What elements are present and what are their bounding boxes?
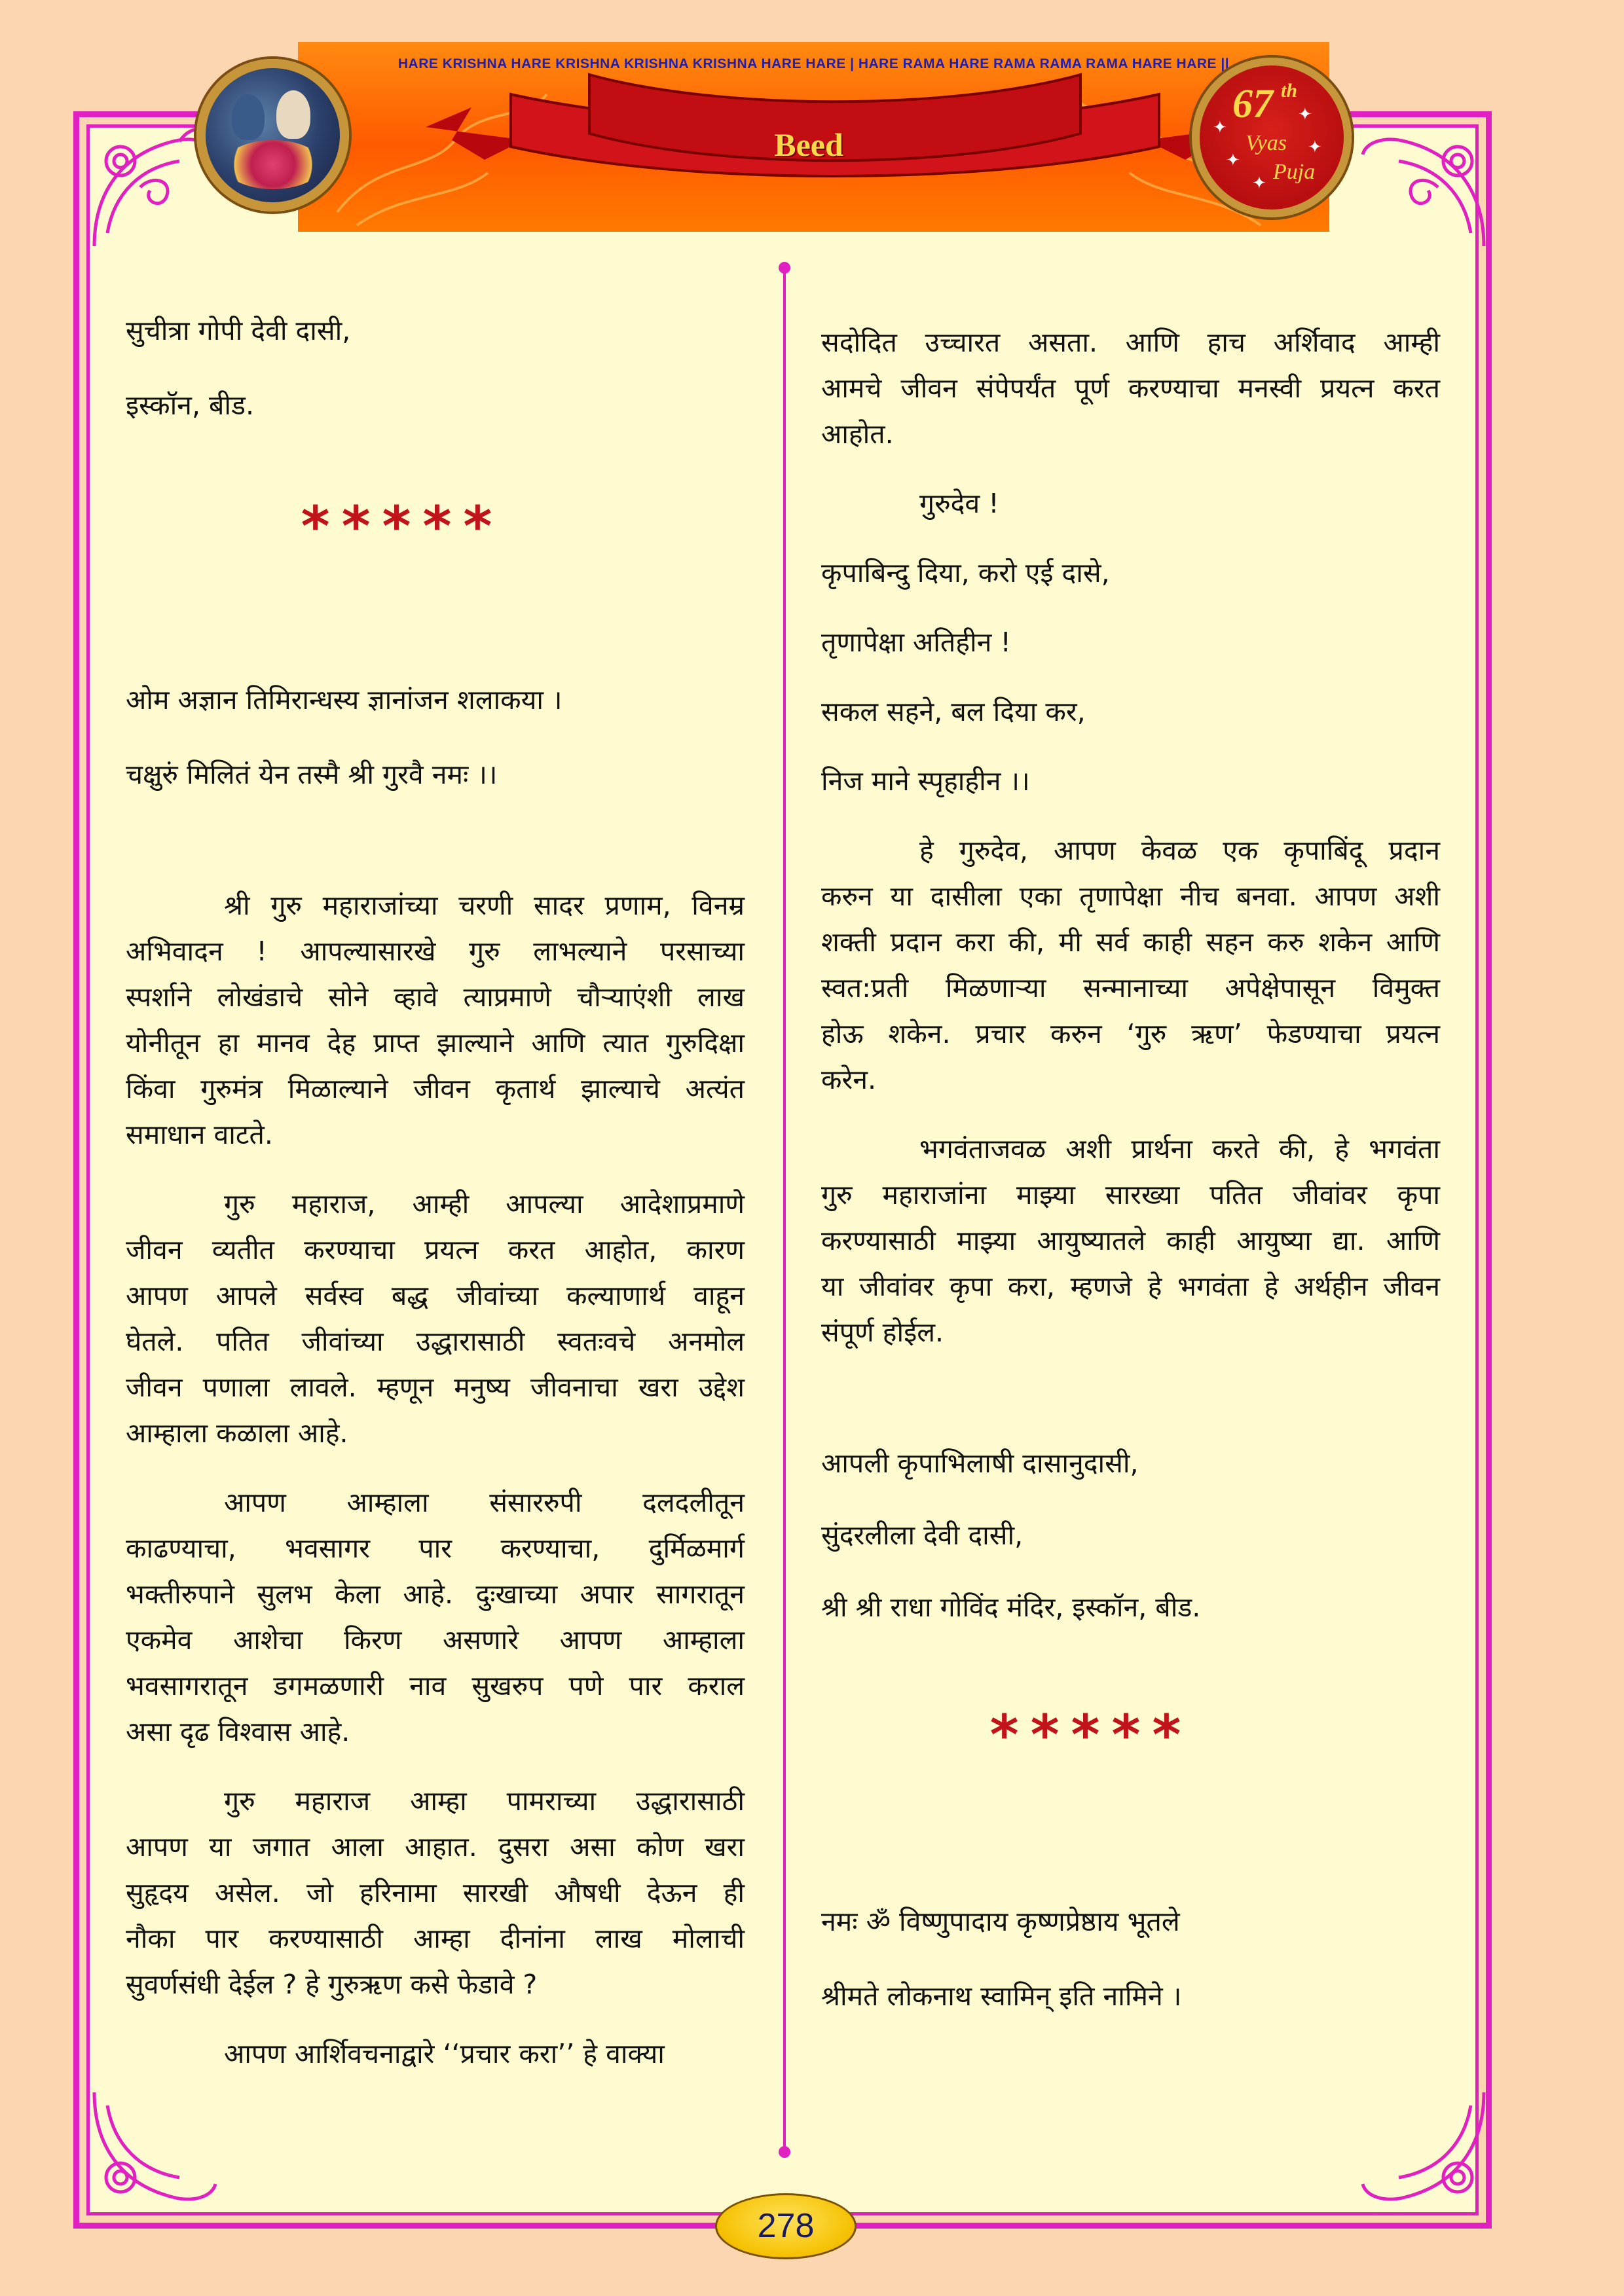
star-separator: ***** <box>301 494 504 558</box>
left-column <box>126 308 745 2077</box>
paragraph <box>821 828 1440 1102</box>
text-line: आमचे जीवन संपेपर्यंत पूर्ण करण्याचा मनस्वी प्रयत्न करत <box>821 373 1440 404</box>
paragraph <box>126 1480 745 1755</box>
text-line: सुहृदय असेल. जो हरिनामा सारखी औषधी देऊन ही <box>126 1877 745 1908</box>
text-line: होऊ शकेन. प्रचार करुन ‘गुरु ऋण’ फेडण्याचा प्रयत्न <box>821 1018 1440 1049</box>
text-line: आम्हाला कळाला आहे. <box>126 1417 348 1449</box>
text-line: सुवर्णसंधी देईल ? हे गुरुऋण कसे फेडावे ? <box>126 1969 538 2000</box>
corner-ornament <box>1353 115 1497 259</box>
signature-name: सुंदरलीला देवी दासी, <box>821 1520 1024 1551</box>
text-line: आपण आर्शिवचनाद्वारे ‘‘प्रचार करा’’ हे वाक्या <box>224 2038 665 2069</box>
signature-name: सुचीत्रा गोपी देवी दासी, <box>126 315 351 346</box>
verse-line: तृणापेक्षा अतिहीन ! <box>821 627 1011 658</box>
divider-dot <box>779 2146 790 2158</box>
sparkle-icon: ✦ <box>1308 137 1322 157</box>
header-mantra: HARE KRISHNA HARE KRISHNA KRISHNA KRISHNA HARE HARE | HARE RAMA HARE RAMA RAMA RAMA HARE HARE || <box>397 56 1230 71</box>
text-line: नौका पार करण्यासाठी आम्हा दीनांना लाख मोलाची <box>126 1923 745 1954</box>
sparkle-icon: ✦ <box>1252 173 1266 193</box>
text-line: अभिवादन ! आपल्यासारखे गुरु लाभल्याने परसाच्या <box>126 936 745 967</box>
text-line: आहोत. <box>821 418 894 450</box>
page-number: 278 <box>715 2193 857 2259</box>
text-line: भक्तीरुपाने सुलभ केला आहे. दुःखाच्या अपार सागरातून <box>126 1578 745 1610</box>
badge-line1: Vyas <box>1246 131 1287 155</box>
verse-line: चक्षुरुं मिलितं येन तस्मै श्री गुरवै नमः ।। <box>126 759 498 790</box>
text-line: योनीतून हा मानव देह प्राप्त झाल्याने आणि त्यात गुरुदिक्षा <box>126 1027 745 1059</box>
sparkle-icon: ✦ <box>1213 118 1227 137</box>
text-line: काढण्याचा, भवसागर पार करण्याचा, दुर्मिळमार्ग <box>126 1533 745 1564</box>
text-line: करेन. <box>821 1064 877 1095</box>
corner-ornament <box>81 2079 225 2223</box>
text-line: एकमेव आशेचा किरण असणारे आपण आम्हाला <box>126 1624 745 1656</box>
text-line: गुरु महाराज, आम्ही आपल्या आदेशाप्रमाणे <box>224 1188 745 1220</box>
paragraph <box>821 319 1440 457</box>
text-line: भवसागरातून डगमळणारी नाव सुखरुप पणे पार कराल <box>126 1670 745 1702</box>
paragraph <box>126 1181 745 1456</box>
verse-line: नमः ॐ विष्णुपादाय कृष्णप्रेष्ठाय भूतले <box>821 1906 1180 1937</box>
deity-medallion <box>196 59 349 211</box>
text-line: आपण आम्हाला संसाररुपी दलदलीतून <box>224 1487 745 1518</box>
text-line: जीवन पणाला लावले. म्हणून मनुष्य जीवनाचा खरा उद्देश <box>126 1372 745 1403</box>
verse-line: गुरुदेव ! <box>919 488 999 519</box>
text-line: संपूर्ण होईल. <box>821 1317 944 1348</box>
text-line: किंवा गुरुमंत्र मिळाल्याने जीवन कृतार्थ झाल्याचे अत्यंत <box>126 1073 745 1104</box>
signature-place: इस्कॉन, बीड. <box>126 390 255 421</box>
text-line: भगवंताजवळ अशी प्रार्थना करते की, हे भगवंता <box>919 1133 1440 1165</box>
verse-line: कृपाबिन्दु दिया, करो एई दासे, <box>821 557 1110 589</box>
right-column <box>821 319 1440 2019</box>
text-line: करण्यासाठी माझ्या आयुष्यातले काही आयुष्या द्या. आणि <box>821 1225 1440 1256</box>
sparkle-icon: ✦ <box>1226 151 1240 170</box>
text-line: आपण आपले सर्वस्व बद्ध जीवांच्या कल्याणार्थ वाहून <box>126 1280 745 1311</box>
banner-title: Beed <box>774 126 843 163</box>
paragraph <box>126 883 745 1157</box>
text-line: या जीवांवर कृपा करा, म्हणजे हे भगवंता हे अर्थहीन जीवन <box>821 1271 1440 1302</box>
column-divider <box>783 267 786 2153</box>
text-line: सदोदित उच्चारत असता. आणि हाच अर्शिवाद आम्ही <box>821 327 1440 358</box>
text-line: समाधान वाटते. <box>126 1119 273 1150</box>
corner-ornament <box>1353 2079 1497 2223</box>
text-line: करुन या दासीला एका तृणापेक्षा नीच बनवा. आपण अशी <box>821 881 1440 912</box>
vyas-puja-badge <box>1192 58 1352 217</box>
sparkle-icon: ✦ <box>1298 105 1312 124</box>
text-line: गुरु महाराजांना माझ्या सारख्या पतित जीवांवर कृपा <box>821 1179 1440 1211</box>
divider-dot <box>779 262 790 274</box>
text-line: हे गुरुदेव, आपण केवळ एक कृपाबिंदू प्रदान <box>919 835 1440 866</box>
text-line: घेतले. पतित जीवांच्या उद्धारासाठी स्वतःवचे अनमोल <box>126 1326 745 1357</box>
badge-line2: Puja <box>1273 160 1316 184</box>
paragraph <box>821 1126 1440 1355</box>
text-line: असा दृढ विश्वास आहे. <box>126 1716 350 1747</box>
verse-line: निज माने स्पृहाहीन ।। <box>821 765 1030 797</box>
signature-place: श्री श्री राधा गोविंद मंदिर, इस्कॉन, बीड. <box>821 1592 1201 1623</box>
verse-line: सकल सहने, बल दिया कर, <box>821 696 1086 727</box>
text-line: स्वत:प्रती मिळणाऱ्या सन्मानाच्या अपेक्षेपासून विमुक्त <box>821 972 1440 1004</box>
text-line: आपण या जगात आला आहात. दुसरा असा कोण खरा <box>126 1831 745 1863</box>
badge-suffix: th <box>1281 80 1298 101</box>
text-line: स्पर्शाने लोखंडाचे सोने व्हावे त्याप्रमाणे चौऱ्याएंशी लाख <box>126 981 745 1013</box>
text-line: गुरु महाराज आम्हा पामराच्या उद्धारासाठी <box>224 1785 745 1817</box>
text-line: शक्ती प्रदान करा की, मी सर्व काही सहन करु शकेन आणि <box>821 926 1440 958</box>
paragraph <box>126 1778 745 2007</box>
verse-line: ओम अज्ञान तिमिरान्धस्य ज्ञानांजन शलाकया । <box>126 684 563 716</box>
star-separator: ***** <box>989 1703 1193 1767</box>
verse-line: श्रीमते लोकनाथ स्वामिन् इति नामिने । <box>821 1980 1182 2012</box>
badge-number: 67 <box>1232 82 1273 126</box>
text-line: जीवन व्यतीत करण्याचा प्रयत्न करत आहोत, कारण <box>126 1234 745 1266</box>
text-line: श्री गुरु महाराजांच्या चरणी सादर प्रणाम, विनम्र <box>224 890 745 921</box>
signature-name: आपली कृपाभिलाषी दासानुदासी, <box>821 1448 1139 1479</box>
